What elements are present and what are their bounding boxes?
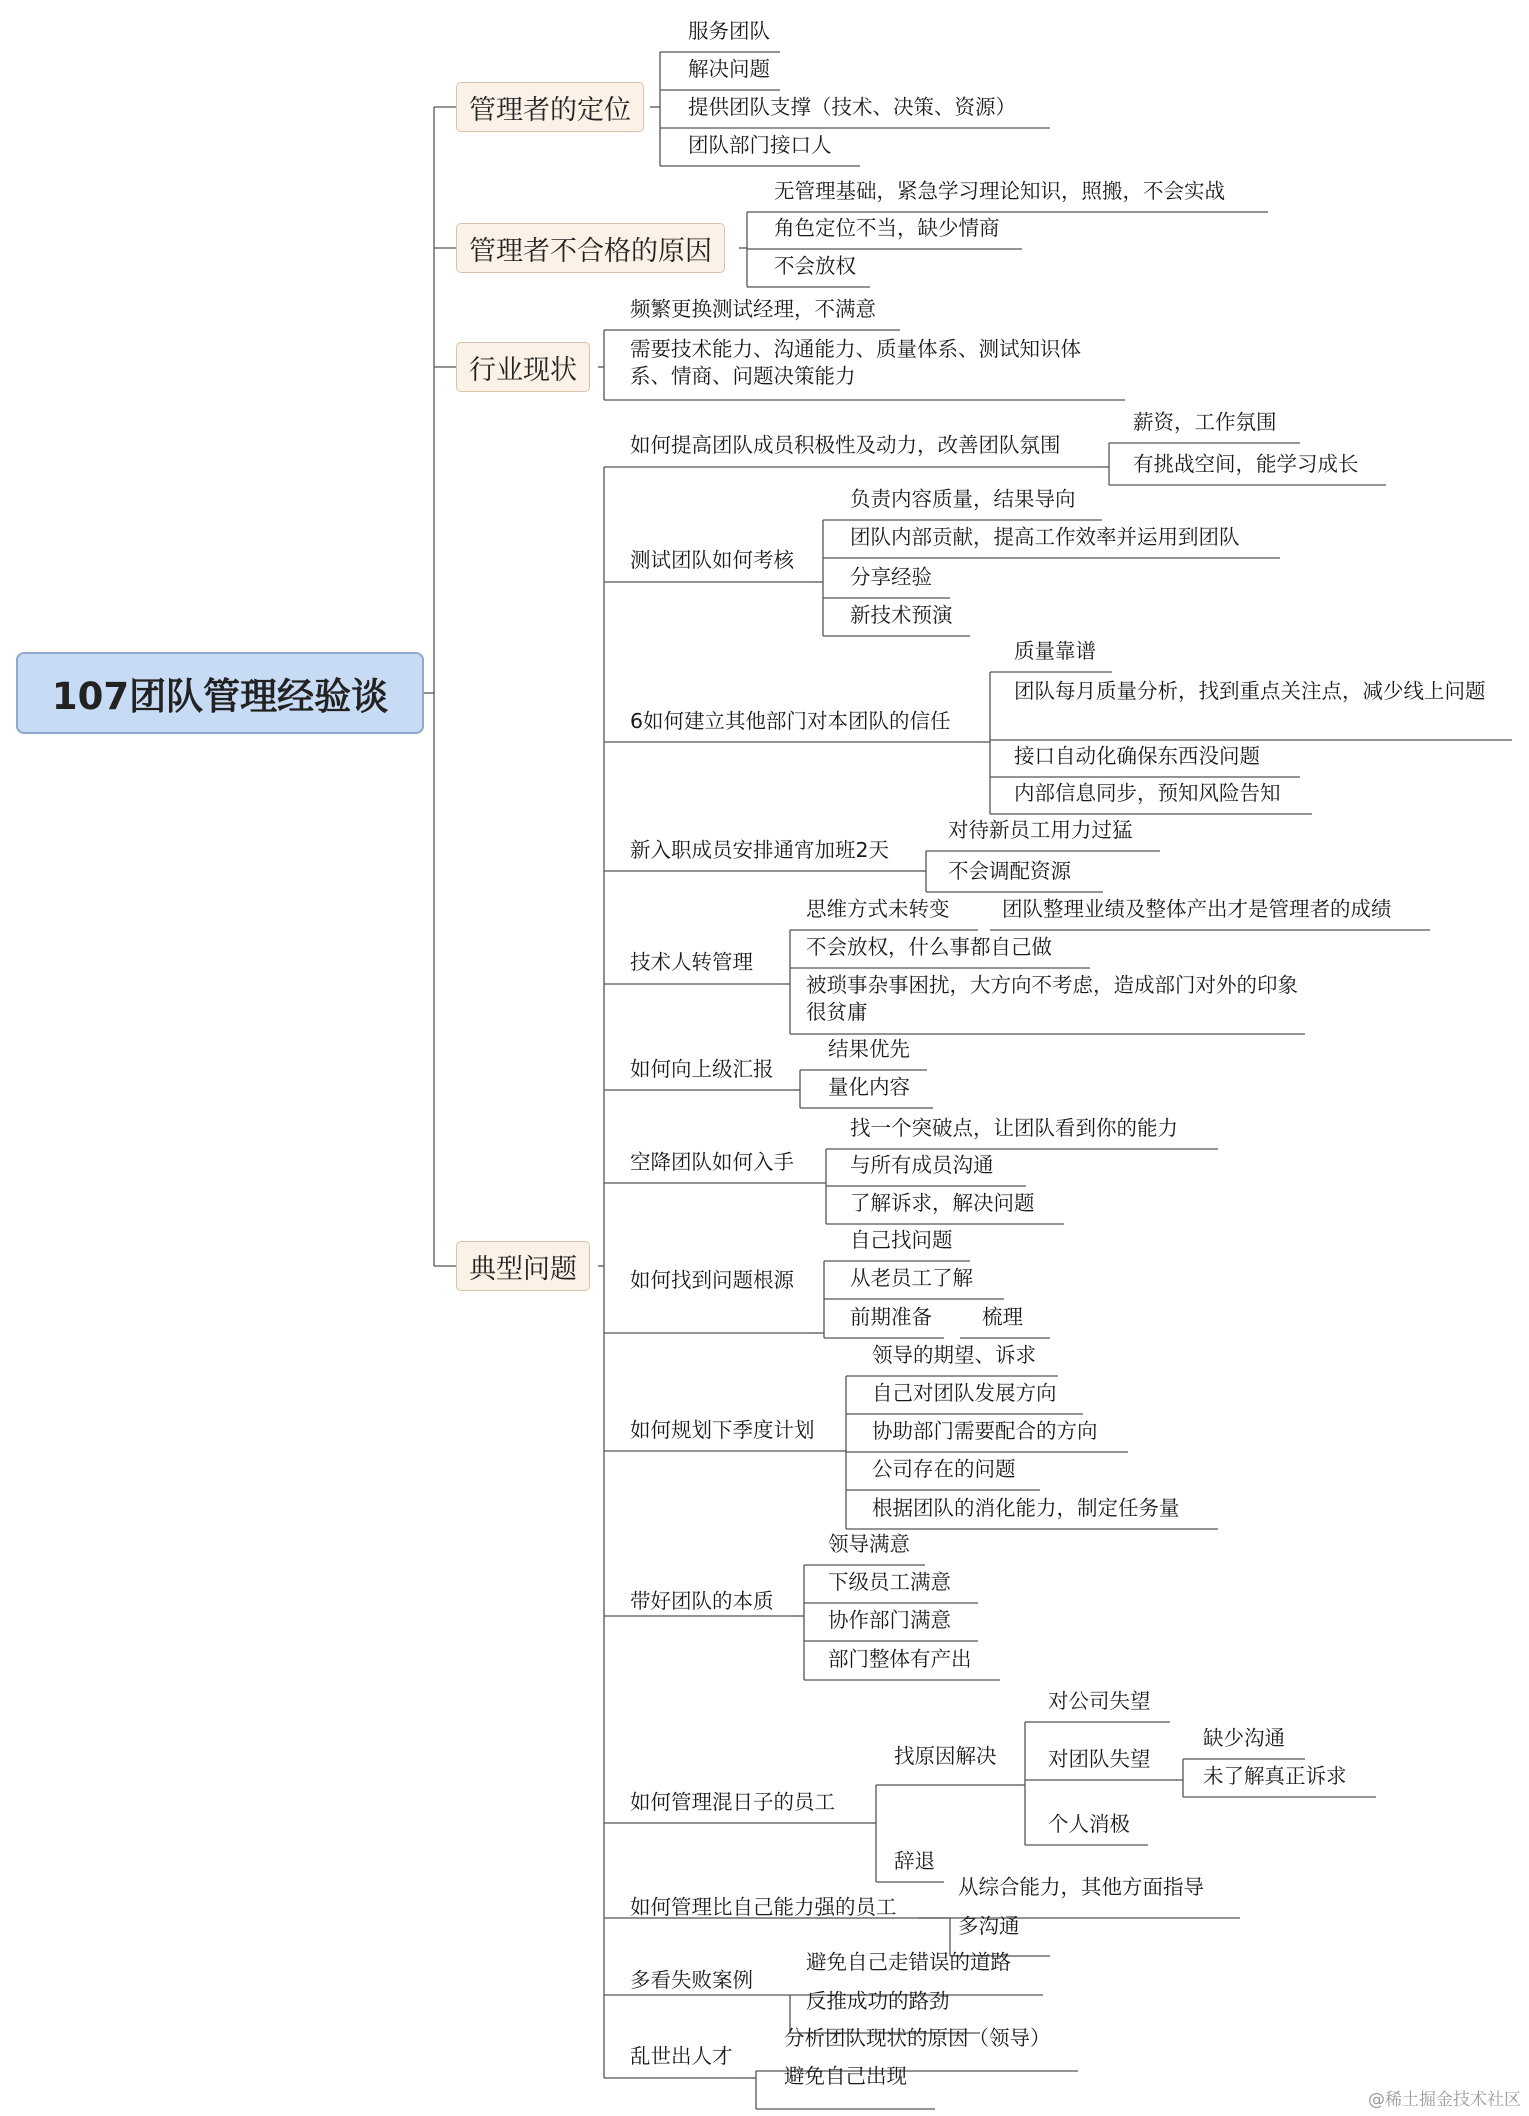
leaf-node: 新技术预演 bbox=[850, 603, 953, 627]
leaf-node: 自己找问题 bbox=[850, 1228, 953, 1252]
topic-node: 如何管理比自己能力强的员工 bbox=[630, 1895, 897, 1919]
leaf-node: 反推成功的路劲 bbox=[806, 1989, 950, 2013]
leaf-node: 解决问题 bbox=[688, 57, 770, 81]
leaf-node: 对公司失望 bbox=[1048, 1689, 1151, 1713]
topic-node: 如何提高团队成员积极性及动力，改善团队氛围 bbox=[630, 433, 1061, 457]
topic-node: 6如何建立其他部门对本团队的信任 bbox=[630, 709, 951, 733]
root-topic[interactable]: 107团队管理经验谈 bbox=[16, 652, 424, 734]
leaf-node: 辞退 bbox=[894, 1849, 935, 1873]
leaf-node: 找原因解决 bbox=[894, 1744, 997, 1768]
watermark: @稀土掘金技术社区 bbox=[1368, 2090, 1521, 2110]
leaf-node: 被琐事杂事困扰，大方向不考虑，造成部门对外的印象很贫庸 bbox=[806, 973, 1298, 1024]
leaf-node: 避免自己出现 bbox=[784, 2064, 907, 2088]
leaf-node: 下级员工满意 bbox=[828, 1570, 951, 1594]
branch-manager-position[interactable]: 管理者的定位 bbox=[456, 82, 644, 132]
leaf-node: 分析团队现状的原因（领导） bbox=[784, 2026, 1051, 2050]
topic-node: 如何找到问题根源 bbox=[630, 1268, 794, 1292]
leaf-node: 接口自动化确保东西没问题 bbox=[1014, 744, 1260, 768]
leaf-node: 质量靠谱 bbox=[1014, 639, 1096, 663]
topic-node: 多看失败案例 bbox=[630, 1968, 753, 1992]
leaf-node: 前期准备 bbox=[850, 1305, 932, 1329]
topic-node: 新入职成员安排通宵加班2天 bbox=[630, 838, 890, 862]
leaf-node: 找一个突破点，让团队看到你的能力 bbox=[850, 1116, 1178, 1140]
leaf-node: 协助部门需要配合的方向 bbox=[872, 1419, 1098, 1443]
leaf-node: 有挑战空间，能学习成长 bbox=[1133, 452, 1359, 476]
leaf-node: 部门整体有产出 bbox=[828, 1647, 972, 1671]
branch-typical-problems[interactable]: 典型问题 bbox=[456, 1241, 590, 1291]
leaf-node: 团队部门接口人 bbox=[688, 133, 832, 157]
leaf-node: 团队整理业绩及整体产出才是管理者的成绩 bbox=[1002, 897, 1392, 921]
leaf-node: 角色定位不当，缺少情商 bbox=[774, 216, 1000, 240]
leaf-node: 领导满意 bbox=[828, 1532, 910, 1556]
leaf-node: 根据团队的消化能力，制定任务量 bbox=[872, 1496, 1180, 1520]
leaf-node: 量化内容 bbox=[828, 1075, 910, 1099]
leaf-node: 薪资，工作氛围 bbox=[1133, 410, 1277, 434]
leaf-node: 避免自己走错误的道路 bbox=[806, 1950, 1011, 1974]
leaf-node: 多沟通 bbox=[958, 1914, 1020, 1938]
leaf-node: 领导的期望、诉求 bbox=[872, 1343, 1036, 1367]
leaf-node: 缺少沟通 bbox=[1203, 1726, 1285, 1750]
leaf-node: 分享经验 bbox=[850, 565, 932, 589]
leaf-node: 协作部门满意 bbox=[828, 1608, 951, 1632]
leaf-node: 不会放权，什么事都自己做 bbox=[806, 935, 1052, 959]
topic-node: 技术人转管理 bbox=[630, 950, 753, 974]
leaf-node: 频繁更换测试经理，不满意 bbox=[630, 297, 876, 321]
leaf-node: 结果优先 bbox=[828, 1037, 910, 1061]
leaf-node: 梳理 bbox=[982, 1305, 1023, 1329]
topic-node: 测试团队如何考核 bbox=[630, 548, 794, 572]
leaf-node: 团队每月质量分析，找到重点关注点，减少线上问题 bbox=[1014, 679, 1486, 703]
leaf-node: 团队内部贡献，提高工作效率并运用到团队 bbox=[850, 525, 1240, 549]
leaf-node: 内部信息同步，预知风险告知 bbox=[1014, 781, 1281, 805]
topic-node: 如何向上级汇报 bbox=[630, 1057, 774, 1081]
leaf-node: 公司存在的问题 bbox=[872, 1457, 1016, 1481]
leaf-node: 从老员工了解 bbox=[850, 1266, 973, 1290]
topic-node: 空降团队如何入手 bbox=[630, 1150, 794, 1174]
leaf-node: 负责内容质量，结果导向 bbox=[850, 487, 1076, 511]
leaf-node: 未了解真正诉求 bbox=[1203, 1764, 1347, 1788]
leaf-node: 对待新员工用力过猛 bbox=[948, 818, 1133, 842]
branch-unqualified-reasons[interactable]: 管理者不合格的原因 bbox=[456, 223, 725, 273]
leaf-node: 无管理基础，紧急学习理论知识，照搬，不会实战 bbox=[774, 179, 1225, 203]
topic-node: 带好团队的本质 bbox=[630, 1589, 774, 1613]
leaf-node: 服务团队 bbox=[688, 19, 770, 43]
leaf-node: 与所有成员沟通 bbox=[850, 1153, 994, 1177]
topic-node: 乱世出人才 bbox=[630, 2044, 733, 2068]
leaf-node: 从综合能力，其他方面指导 bbox=[958, 1875, 1204, 1899]
leaf-node: 对团队失望 bbox=[1048, 1747, 1151, 1771]
leaf-node: 不会调配资源 bbox=[948, 859, 1071, 883]
leaf-node: 不会放权 bbox=[774, 254, 856, 278]
topic-node: 如何规划下季度计划 bbox=[630, 1418, 815, 1442]
leaf-node: 了解诉求，解决问题 bbox=[850, 1191, 1035, 1215]
leaf-node: 提供团队支撑（技术、决策、资源） bbox=[688, 95, 1016, 119]
topic-node: 如何管理混日子的员工 bbox=[630, 1790, 835, 1814]
leaf-node: 个人消极 bbox=[1048, 1812, 1130, 1836]
branch-industry-status[interactable]: 行业现状 bbox=[456, 342, 590, 392]
leaf-node: 需要技术能力、沟通能力、质量体系、测试知识体系、情商、问题决策能力 bbox=[630, 337, 1081, 388]
leaf-node: 自己对团队发展方向 bbox=[872, 1381, 1057, 1405]
leaf-node: 思维方式未转变 bbox=[806, 897, 950, 921]
